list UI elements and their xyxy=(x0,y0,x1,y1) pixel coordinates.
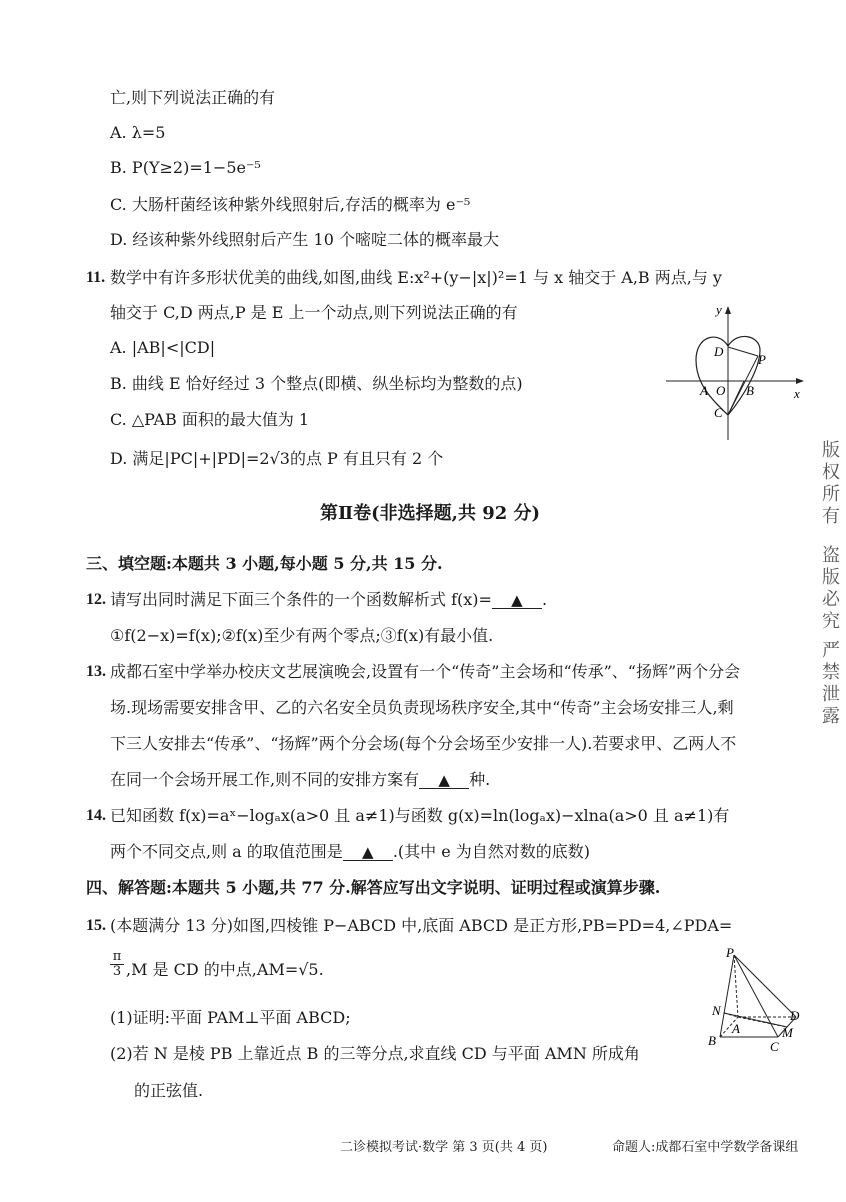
q12-number: 12. xyxy=(86,591,106,608)
q15-fig-label-m: M xyxy=(782,1025,793,1040)
q12-conditions: ①f(2−x)=f(x);②f(x)至少有两个零点;③f(x)有最小值. xyxy=(110,626,494,645)
q13-number: 13. xyxy=(86,663,106,680)
q13-text: 在同一个会场开展工作,则不同的安排方案有 xyxy=(110,770,420,789)
q10-option-c: C. 大肠杆菌经该种紫外线照射后,存活的概率为 e⁻⁵ xyxy=(110,195,471,214)
q11-fig-label-d: D xyxy=(714,344,724,359)
q12-line1 xyxy=(110,592,547,609)
q15-fig-label-a: A xyxy=(732,1021,740,1036)
q15-fraction xyxy=(110,950,124,980)
q15-fig-label-p: P xyxy=(726,945,734,960)
q15-fraction-denominator: 3 xyxy=(112,964,122,980)
q15-number: 15. xyxy=(86,917,106,934)
margin-notice-2: 盗版必究 xyxy=(819,545,840,633)
q11-fig-label-y: y xyxy=(716,302,722,317)
part4-heading: 四、解答题:本题共 5 小题,共 77 分.解答应写出文字说明、证明过程或演算步骤. xyxy=(86,878,661,897)
q11-option-d: D. 满足|PC|+|PD|=2√3的点 P 有且只有 2 个 xyxy=(110,449,444,468)
q15-pyramid-figure xyxy=(700,945,810,1060)
margin-notice-1: 版权所有 xyxy=(819,440,840,528)
q15-fig-label-b: B xyxy=(708,1033,716,1048)
q10-option-a: A. λ=5 xyxy=(110,123,166,142)
margin-notice-3: 严禁泄露 xyxy=(819,640,840,728)
q15-sub1: (1)证明:平面 PAM⊥平面 ABCD; xyxy=(110,1008,351,1027)
q15-line2: ,M 是 CD 的中点,AM=√5. xyxy=(126,960,324,979)
q15-fig-label-n: N xyxy=(712,1003,721,1018)
q11-option-c: C. △PAB 面积的最大值为 1 xyxy=(110,410,310,429)
q11-fig-label-b: B xyxy=(746,383,754,398)
q10-intro: 亡,则下列说法正确的有 xyxy=(110,88,276,107)
part3-heading: 三、填空题:本题共 3 小题,每小题 5 分,共 15 分. xyxy=(86,554,443,573)
q12-text: 请写出同时满足下面三个条件的一个函数解析式 f(x)= xyxy=(110,590,492,609)
q14-answer-blank[interactable]: ▲ xyxy=(343,845,393,861)
q11-number: 11. xyxy=(86,269,106,286)
q15-fraction-numerator: π xyxy=(110,950,124,965)
q13-line2: 场.现场需要安排含甲、乙的六名安全员负责现场秩序安全,其中“传奇”主会场安排三人,剩 xyxy=(110,698,734,717)
q11-option-b: B. 曲线 E 恰好经过 3 个整点(即横、纵坐标均为整数的点) xyxy=(110,374,523,393)
q11-fig-label-c: C xyxy=(714,405,723,420)
q10-option-d: D. 经该种紫外线照射后产生 10 个嘧啶二体的概率最大 xyxy=(110,230,499,249)
q14-text: 两个不同交点,则 a 的取值范围是 xyxy=(110,842,343,861)
q11-fig-label-x: x xyxy=(794,386,800,401)
q15-sub2b: 的正弦值. xyxy=(134,1081,204,1100)
q13-line3: 下三人安排去“传承”、“扬辉”两个分会场(每个分会场至少安排一人).若要求甲、乙两人不 xyxy=(110,734,737,753)
q11-line2: 轴交于 C,D 两点,P 是 E 上一个动点,则下列说法正确的有 xyxy=(110,303,518,322)
q14-end: .(其中 e 为自然对数的底数) xyxy=(392,842,591,861)
section2-title: 第Ⅱ卷(非选择题,共 92 分) xyxy=(320,503,541,524)
q11-heart-figure xyxy=(660,300,810,445)
q14-line2 xyxy=(110,844,590,861)
q13-end: 种. xyxy=(469,770,491,789)
q13-line1: 成都石室中学举办校庆文艺展演晚会,设置有一个“传奇”主会场和“传承”、“扬辉”两个分会 xyxy=(110,662,741,681)
q12-answer-blank[interactable]: ▲ xyxy=(492,593,542,609)
q10-option-b: B. P(Y≥2)=1−5e⁻⁵ xyxy=(110,158,261,177)
q12-end: . xyxy=(541,590,548,609)
q11-fig-label-p: P xyxy=(758,352,766,367)
q15-fig-label-c: C xyxy=(770,1039,779,1054)
q11-fig-label-a: A xyxy=(700,383,708,398)
q11-option-a: A. |AB|<|CD| xyxy=(110,338,216,357)
footer-page-info: 二诊模拟考试·数学 第 3 页(共 4 页) xyxy=(340,1140,548,1155)
q13-line4 xyxy=(110,772,490,789)
q15-line1: (本题满分 13 分)如图,四棱锥 P−ABCD 中,底面 ABCD 是正方形,PB=PD=4,∠PDA= xyxy=(110,916,733,935)
footer-author: 命题人:成都石室中学数学备课组 xyxy=(612,1140,799,1155)
q11-fig-label-o: O xyxy=(716,383,726,398)
q14-number: 14. xyxy=(86,807,106,824)
q14-line1: 已知函数 f(x)=aˣ−logₐx(a>0 且 a≠1)与函数 g(x)=ln(logₐx)−xlna(a>0 且 a≠1)有 xyxy=(110,806,730,825)
q15-fig-label-d: D xyxy=(790,1008,800,1023)
q15-sub2: (2)若 N 是棱 PB 上靠近点 B 的三等分点,求直线 CD 与平面 AMN 所成角 xyxy=(110,1044,640,1063)
q13-answer-blank[interactable]: ▲ xyxy=(419,773,469,789)
q11-line1: 数学中有许多形状优美的曲线,如图,曲线 E:x²+(y−|x|)²=1 与 x 轴交于 A,B 两点,与 y xyxy=(110,268,722,287)
